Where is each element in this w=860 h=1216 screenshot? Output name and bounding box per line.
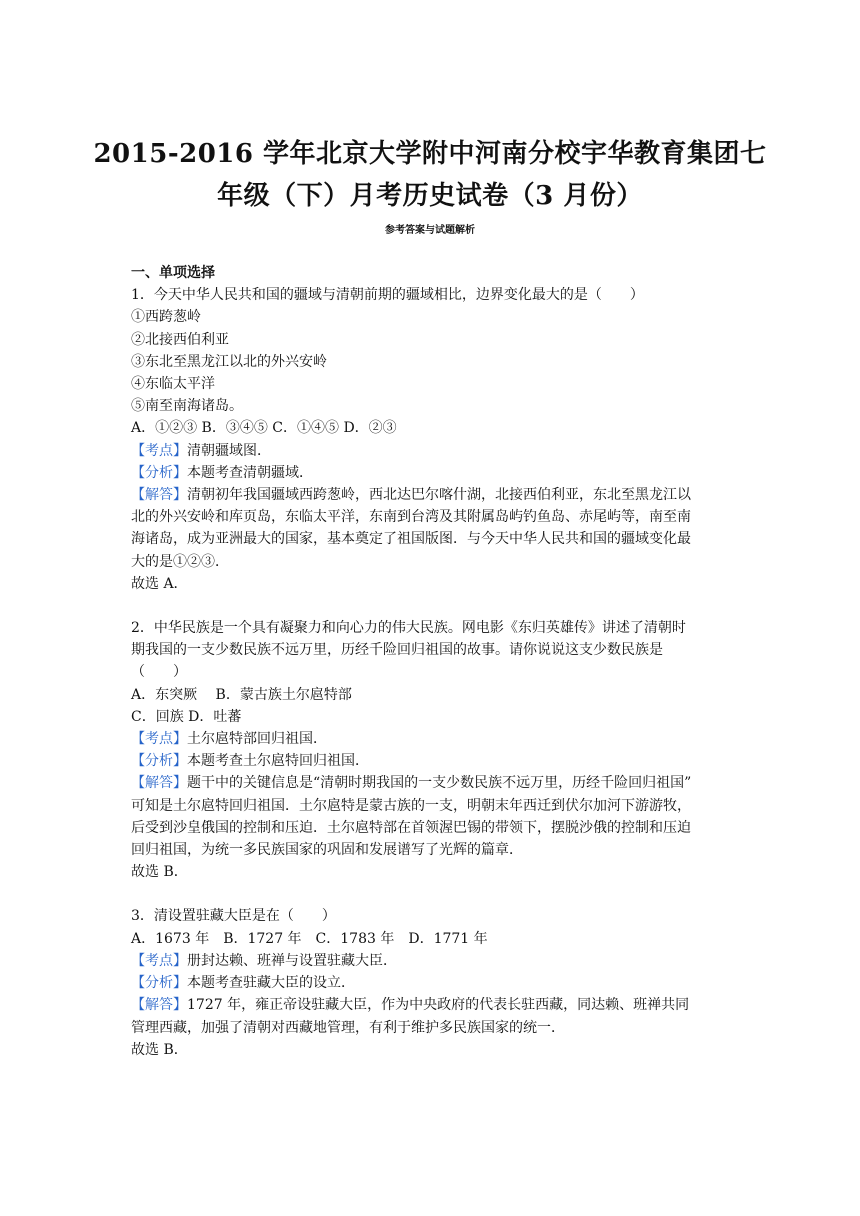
jieda-text: 可知是土尔扈特回归祖国．土尔扈特是蒙古族的一支，明朝末年西迁到伏尔加河下游游牧， <box>131 797 691 814</box>
question-item: ⑤南至南海诸岛。 <box>131 398 243 415</box>
jieda-row <box>131 772 731 794</box>
question-2 <box>131 617 731 883</box>
question-item: ③东北至黑龙江以北的外兴安岭 <box>131 353 327 370</box>
jieda-tag: 【解答】 <box>131 487 187 504</box>
answer-text: 故选 B． <box>131 864 188 881</box>
document-title-line-1: 2015-2016 学年北京大学附中河南分校宇华教育集团七 <box>93 139 767 169</box>
question-item: ②北接西伯利亚 <box>131 331 229 348</box>
question-stem: 期我国的一支少数民族不远万里，历经千险回归祖国的故事。请你说说这支少数民族是 <box>131 642 663 659</box>
jieda-text: 管理西藏，加强了清朝对西藏地管理，有利于维护多民族国家的统一． <box>131 1019 565 1036</box>
fenxi-text: 本题考查清朝疆域． <box>187 464 313 481</box>
jieda-row <box>131 484 731 506</box>
question-stem: （ ） <box>131 664 187 681</box>
jieda-text: 大的是①②③． <box>131 553 229 570</box>
jieda-text: 清朝初年我国疆域西跨葱岭，西北达巴尔喀什湖，北接西伯利亚，东北至黑龙江以 <box>187 487 691 504</box>
question-options: A．①②③ B．③④⑤ C．①④⑤ D．②③ <box>131 420 397 437</box>
kaodian-tag: 【考点】 <box>131 442 187 459</box>
jieda-tag: 【解答】 <box>131 997 187 1014</box>
answer-text: 故选 A． <box>131 575 188 592</box>
kaodian-text: 册封达赖、班禅与设置驻藏大臣． <box>187 952 397 969</box>
fenxi-row <box>131 750 731 772</box>
spacer <box>131 595 731 617</box>
kaodian-tag: 【考点】 <box>131 731 187 748</box>
jieda-text: 后受到沙皇俄国的控制和压迫．土尔扈特部在首领渥巴锡的带领下，摆脱沙俄的控制和压迫 <box>131 819 691 836</box>
kaodian-text: 清朝疆域图． <box>187 442 271 459</box>
question-options: C．回族 D．吐蕃 <box>131 708 242 725</box>
kaodian-tag: 【考点】 <box>131 952 187 969</box>
question-item: ④东临太平洋 <box>131 376 215 393</box>
question-stem: 2．中华民族是一个具有凝聚力和向心力的伟大民族。网电影《东归英雄传》讲述了清朝时 <box>131 620 686 637</box>
jieda-text: 海诸岛，成为亚洲最大的国家，基本奠定了祖国版图．与今天中华人民共和国的疆域变化最 <box>131 531 691 548</box>
answer-text: 故选 B． <box>131 1041 188 1058</box>
jieda-text: 题干中的关键信息是“清朝时期我国的一支少数民族不远万里，历经千险回归祖国” <box>187 775 692 792</box>
fenxi-tag: 【分析】 <box>131 975 187 992</box>
kaodian-text: 土尔扈特部回归祖国． <box>187 731 327 748</box>
fenxi-text: 本题考查驻藏大臣的设立． <box>187 975 355 992</box>
jieda-text: 1727 年，雍正帝设驻藏大臣，作为中央政府的代表长驻西藏，同达赖、班禅共同 <box>187 997 690 1014</box>
document-title-line-2: 年级（下）月考历史试卷（3 月份） <box>217 181 643 211</box>
jieda-text: 回归祖国，为统一多民族国家的巩固和发展谱写了光辉的篇章． <box>131 842 523 859</box>
kaodian-row <box>131 728 731 750</box>
jieda-tag: 【解答】 <box>131 775 187 792</box>
jieda-row <box>131 994 731 1016</box>
fenxi-row <box>131 462 731 484</box>
fenxi-row <box>131 972 731 994</box>
document-body <box>131 262 731 1061</box>
question-stem: 1．今天中华人民共和国的疆域与清朝前期的疆域相比，边界变化最大的是（ ） <box>131 287 644 304</box>
question-1 <box>131 284 731 595</box>
section-heading: 一、单项选择 <box>131 265 215 281</box>
fenxi-tag: 【分析】 <box>131 753 187 770</box>
question-item: ①西跨葱岭 <box>131 309 201 326</box>
spacer <box>131 883 731 905</box>
question-options: A．1673 年 B．1727 年 C．1783 年 D．1771 年 <box>131 930 488 947</box>
fenxi-text: 本题考查土尔扈特回归祖国． <box>187 753 369 770</box>
question-3 <box>131 905 731 1060</box>
fenxi-tag: 【分析】 <box>131 464 187 481</box>
question-stem: 3．清设置驻藏大臣是在（ ） <box>131 908 336 925</box>
question-options: A．东突厥 B．蒙古族土尔扈特部 <box>131 686 352 703</box>
document-subtitle: 参考答案与试题解析 <box>385 225 475 236</box>
kaodian-row <box>131 950 731 972</box>
kaodian-row <box>131 440 731 462</box>
jieda-text: 北的外兴安岭和库页岛，东临太平洋，东南到台湾及其附属岛屿钓鱼岛、赤尾屿等，南至南 <box>131 509 691 526</box>
